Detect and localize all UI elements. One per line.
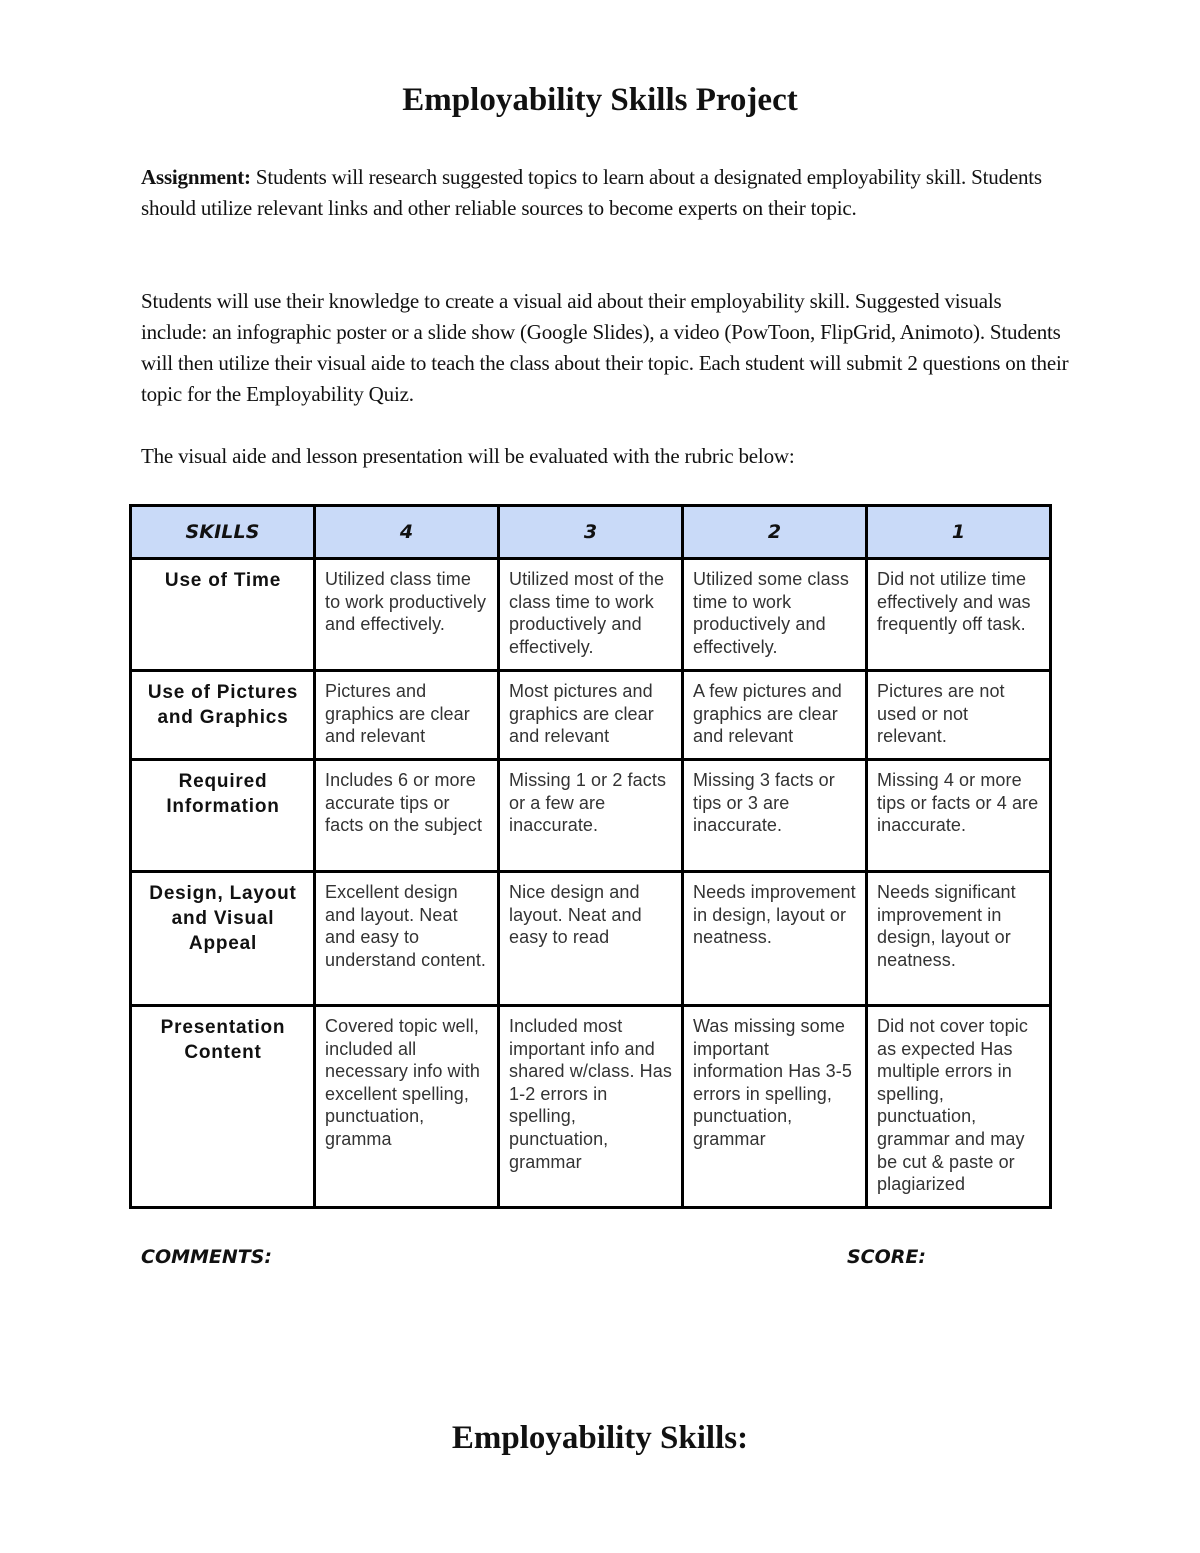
assignment-text: Students will research suggested topics to learn about a designated employability skill. Students should utilize relevant links and other reliable sources to become experts on their topic.: [141, 165, 1042, 220]
rubric-intro: The visual aide and lesson presentation will be evaluated with the rubric below:: [141, 444, 795, 468]
rubric-cell: Most pictures and graphics are clear and relevant: [499, 671, 683, 760]
score-label: SCORE:: [847, 1246, 926, 1268]
rubric-cell: Needs significant improvement in design, layout or neatness.: [867, 872, 1051, 1006]
rubric-header-row: [131, 506, 1051, 559]
rubric-row-design: [131, 872, 1051, 1006]
rubric-cell: Includes 6 or more accurate tips or facts on the subject: [315, 760, 499, 872]
rubric-cell: Missing 4 or more tips or facts or 4 are inaccurate.: [867, 760, 1051, 872]
section-subtitle: Employability Skills:: [451, 1420, 749, 1456]
rubric-cell: Needs improvement in design, layout or neatness.: [683, 872, 867, 1006]
rubric-cell: Covered topic well, included all necessary info with excellent spelling, punctuation, gramma: [315, 1006, 499, 1208]
header-skills: SKILLS: [131, 506, 315, 559]
header-score-3: 3: [499, 506, 683, 559]
rubric-row-required-info: [131, 760, 1051, 872]
skill-label: Required Information: [131, 760, 315, 872]
assignment-paragraph: [141, 162, 1071, 224]
rubric-cell: Missing 3 facts or tips or 3 are inaccurate.: [683, 760, 867, 872]
rubric-cell: Included most important info and shared w/class. Has 1-2 errors in spelling, punctuation, grammar: [499, 1006, 683, 1208]
rubric-cell: Missing 1 or 2 facts or a few are inaccurate.: [499, 760, 683, 872]
rubric-cell: Did not cover topic as expected Has multiple errors in spelling, punctuation, grammar and may be cut & paste or plagiarized: [867, 1006, 1051, 1208]
rubric-row-use-of-time: [131, 559, 1051, 671]
rubric-cell: Did not utilize time effectively and was frequently off task.: [867, 559, 1051, 671]
skill-label: Use of Pictures and Graphics: [131, 671, 315, 760]
rubric-cell: A few pictures and graphics are clear and relevant: [683, 671, 867, 760]
rubric-table: [129, 504, 1052, 1209]
rubric-cell: Utilized some class time to work productively and effectively.: [683, 559, 867, 671]
header-score-4: 4: [315, 506, 499, 559]
rubric-cell: Utilized most of the class time to work productively and effectively.: [499, 559, 683, 671]
rubric-cell: Pictures and graphics are clear and relevant: [315, 671, 499, 760]
header-score-2: 2: [683, 506, 867, 559]
skill-label: Use of Time: [131, 559, 315, 671]
comments-label: COMMENTS:: [141, 1246, 273, 1268]
visual-aid-paragraph: Students will use their knowledge to create a visual aid about their employability skill. Suggested visuals include: an infographic poster or a slide show (Google Slides), a video (PowToon, FlipGrid, Animoto). Students will then utilize their visual aide to teach the class about their topic. Each student will submit 2 questions on their topic for the Employability Quiz.: [141, 289, 1069, 406]
rubric-row-presentation: [131, 1006, 1051, 1208]
page-title: Employability Skills Project: [402, 82, 798, 118]
rubric-cell: Nice design and layout. Neat and easy to read: [499, 872, 683, 1006]
rubric-row-pictures: [131, 671, 1051, 760]
assignment-label: Assignment:: [141, 165, 251, 189]
skill-label: Presentation Content: [131, 1006, 315, 1208]
rubric-cell: Was missing some important information Has 3-5 errors in spelling, punctuation, grammar: [683, 1006, 867, 1208]
rubric-cell: Pictures are not used or not relevant.: [867, 671, 1051, 760]
skill-label: Design, Layout and Visual Appeal: [131, 872, 315, 1006]
rubric-cell: Utilized class time to work productively and effectively.: [315, 559, 499, 671]
header-score-1: 1: [867, 506, 1051, 559]
rubric-cell: Excellent design and layout. Neat and easy to understand content.: [315, 872, 499, 1006]
